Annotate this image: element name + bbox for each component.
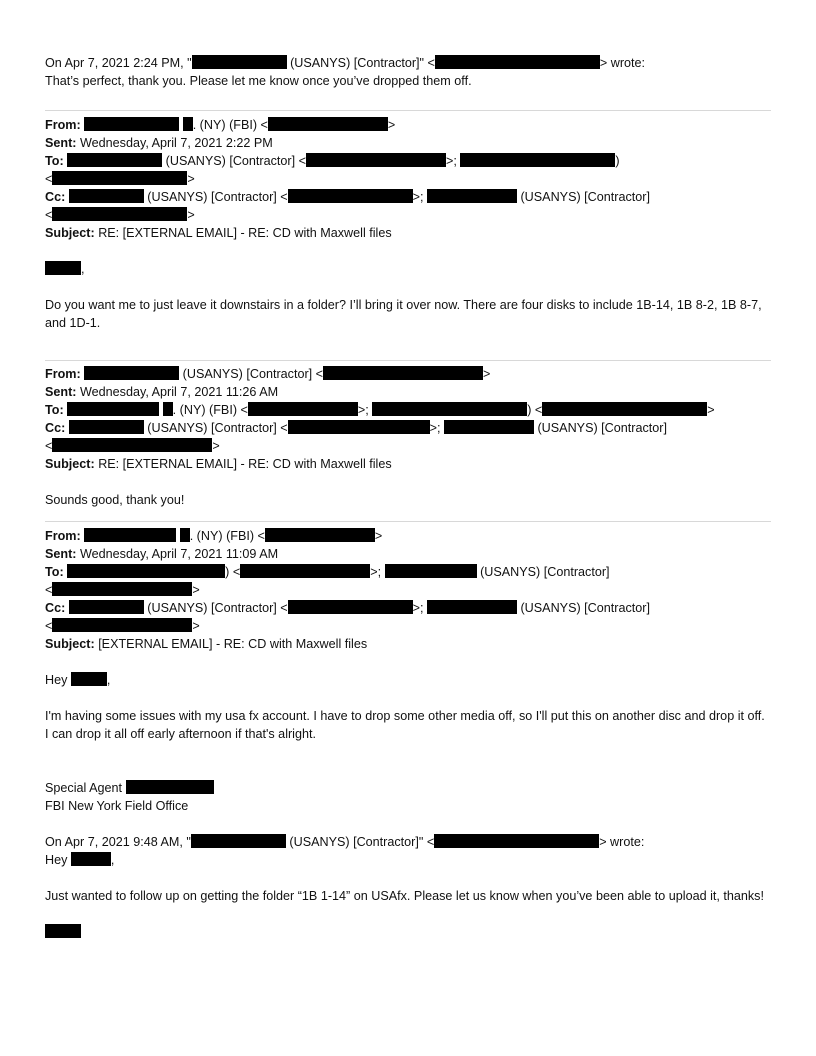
to-line: To: . (NY) (FBI) < >; ) < > bbox=[45, 403, 715, 417]
sent-line: Sent: Wednesday, April 7, 2021 2:22 PM bbox=[45, 136, 273, 150]
message-body: Sounds good, thank you! bbox=[45, 493, 185, 507]
redaction bbox=[52, 171, 187, 185]
redaction bbox=[52, 438, 212, 452]
to-line: To: ) < >; (USANYS) [Contractor] bbox=[45, 565, 610, 579]
message-body: Do you want me to just leave it downstairs in a folder? I’ll bring it over now. There are four disks to include 1B-14, 1B 8-2, 1B 8-7, and 1D-1. bbox=[45, 298, 762, 330]
redaction bbox=[183, 117, 193, 131]
greeting: Hey , bbox=[45, 853, 115, 867]
quote-header-text: (USANYS) [Contractor]" < bbox=[286, 56, 435, 70]
message-body: That’s perfect, thank you. Please let me know once you’ve dropped them off. bbox=[45, 74, 472, 88]
redaction bbox=[444, 420, 534, 434]
redaction bbox=[265, 528, 375, 542]
redaction bbox=[191, 834, 286, 848]
message-body: I'm having some issues with my usa fx account. I have to drop some other media off, so I'll put this on another disc and drop it off. I can drop it all off early afternoon if that's alright. bbox=[45, 709, 765, 741]
cc-line: Cc: (USANYS) [Contractor] < >; (USANYS) [Contractor] bbox=[45, 601, 650, 615]
from-line: From: . (NY) (FBI) < > bbox=[45, 118, 396, 132]
redaction bbox=[69, 600, 144, 614]
quote-header-text: On Apr 7, 2021 9:48 AM, " bbox=[45, 835, 191, 849]
redaction bbox=[67, 402, 159, 416]
redaction bbox=[84, 366, 179, 380]
sent-line: Sent: Wednesday, April 7, 2021 11:26 AM bbox=[45, 385, 279, 399]
cc-line-cont: < > bbox=[45, 208, 195, 222]
subject-line: Subject: RE: [EXTERNAL EMAIL] - RE: CD with Maxwell files bbox=[45, 457, 392, 471]
redaction bbox=[385, 564, 477, 578]
signature-title: Special Agent bbox=[45, 779, 771, 797]
quote-header bbox=[45, 54, 771, 72]
to-line-cont: < > bbox=[45, 583, 200, 597]
quote-header-text: > wrote: bbox=[599, 835, 645, 849]
sent-line: Sent: Wednesday, April 7, 2021 11:09 AM bbox=[45, 547, 279, 561]
cc-line-cont: < > bbox=[45, 619, 200, 633]
redaction bbox=[268, 117, 388, 131]
signature bbox=[45, 923, 771, 941]
redaction bbox=[71, 852, 111, 866]
redaction bbox=[69, 420, 144, 434]
redaction bbox=[69, 189, 144, 203]
cc-line-cont: < > bbox=[45, 439, 220, 453]
quote-header-text: > wrote: bbox=[599, 56, 646, 70]
signature-office: FBI New York Field Office bbox=[45, 799, 189, 813]
redaction bbox=[323, 366, 483, 380]
redaction bbox=[67, 153, 162, 167]
redaction bbox=[288, 600, 413, 614]
redaction bbox=[67, 564, 225, 578]
quote-header-text: On Apr 7, 2021 2:24 PM, " bbox=[45, 56, 192, 70]
redaction bbox=[192, 55, 287, 69]
redaction bbox=[84, 528, 176, 542]
redaction bbox=[288, 420, 430, 434]
to-line-cont: < > bbox=[45, 172, 195, 186]
greeting: , bbox=[45, 260, 771, 278]
redaction bbox=[248, 402, 358, 416]
redaction bbox=[52, 207, 187, 221]
quote-header-text: (USANYS) [Contractor]" < bbox=[285, 835, 435, 849]
cc-line: Cc: (USANYS) [Contractor] < >; (USANYS) [Contractor] bbox=[45, 190, 650, 204]
redaction bbox=[542, 402, 707, 416]
subject-line: Subject: RE: [EXTERNAL EMAIL] - RE: CD with Maxwell files bbox=[45, 226, 392, 240]
redaction bbox=[52, 618, 192, 632]
redaction bbox=[163, 402, 173, 416]
message-body: Just wanted to follow up on getting the folder “1B 1-14” on USAfx. Please let us know when you’ve been able to upload it, thanks! bbox=[45, 889, 764, 903]
to-line: To: (USANYS) [Contractor] < >; ) bbox=[45, 154, 620, 168]
redaction bbox=[240, 564, 370, 578]
redaction bbox=[306, 153, 446, 167]
redaction bbox=[45, 924, 81, 938]
redaction bbox=[71, 672, 107, 686]
redaction bbox=[52, 582, 192, 596]
redaction bbox=[460, 153, 615, 167]
email-thread bbox=[45, 54, 771, 941]
redaction bbox=[435, 55, 600, 69]
quote-header bbox=[45, 833, 771, 851]
from-line: From: (USANYS) [Contractor] < > bbox=[45, 367, 491, 381]
redaction bbox=[372, 402, 527, 416]
redaction bbox=[427, 600, 517, 614]
redaction bbox=[45, 261, 81, 275]
greeting: Hey , bbox=[45, 673, 111, 687]
redaction bbox=[427, 189, 517, 203]
subject-line: Subject: [EXTERNAL EMAIL] - RE: CD with Maxwell files bbox=[45, 637, 368, 651]
redaction bbox=[288, 189, 413, 203]
redaction bbox=[84, 117, 179, 131]
redaction bbox=[434, 834, 599, 848]
cc-line: Cc: (USANYS) [Contractor] < >; (USANYS) [Contractor] bbox=[45, 421, 667, 435]
redaction bbox=[126, 780, 214, 794]
redaction bbox=[180, 528, 190, 542]
from-line: From: . (NY) (FBI) < > bbox=[45, 529, 383, 543]
